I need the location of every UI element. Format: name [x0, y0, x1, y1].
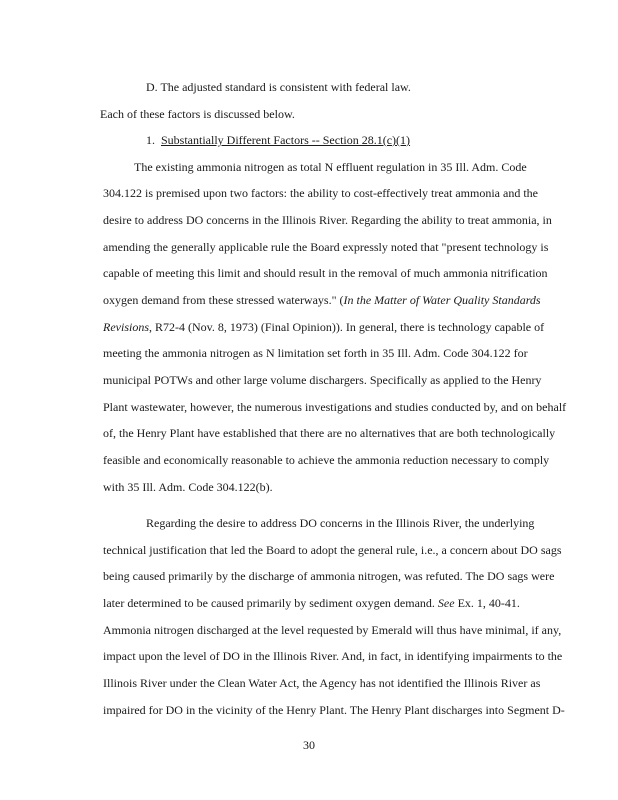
- case-citation-part1: In the Matter of Water Quality Standards: [343, 293, 541, 307]
- p1-line13: with 35 Ill. Adm. Code 304.122(b).: [103, 480, 273, 494]
- p2-line6: impact upon the level of DO in the Illinois River. And, in fact, in identifying impairments to the: [103, 649, 563, 663]
- p1-line10: Plant wastewater, however, the numerous investigations and studies conducted by, and on behalf: [103, 400, 567, 414]
- page-number: 30: [303, 738, 315, 752]
- p1-line3: desire to address DO concerns in the Illinois River. Regarding the ability to treat ammonia, in: [103, 213, 552, 227]
- p1-line2: 304.122 is premised upon two factors: the ability to cost-effectively treat ammonia and the: [103, 186, 538, 200]
- p1-line4: amending the generally applicable rule the Board expressly noted that "present technology is: [103, 240, 549, 254]
- intro-text: Each of these factors is discussed below.: [100, 107, 295, 121]
- case-citation-part2: Revisions: [103, 320, 149, 334]
- p2-line4: [103, 596, 520, 610]
- p1-line6-a: oxygen demand from these stressed waterways." (: [103, 293, 344, 307]
- p1-line8: meeting the ammonia nitrogen as N limitation set forth in 35 Ill. Adm. Code 304.122 for: [103, 346, 528, 360]
- p1-line9: municipal POTWs and other large volume dischargers. Specifically as applied to the Henry: [103, 373, 542, 387]
- p1-line5: capable of meeting this limit and should result in the removal of much ammonia nitrification: [103, 266, 548, 280]
- p2-line7: Illinois River under the Clean Water Act, the Agency has not identified the Illinois River as: [103, 676, 541, 690]
- heading-number: 1.: [146, 133, 155, 147]
- heading-title: Substantially Different Factors -- Section 28.1(c)(1): [161, 133, 411, 147]
- p1-line11: of, the Henry Plant have established that there are no alternatives that are both technologically: [103, 426, 556, 440]
- item-d: D. The adjusted standard is consistent with federal law.: [146, 80, 411, 94]
- p2-line3: being caused primarily by the discharge of ammonia nitrogen, was refuted. The DO sags were: [103, 569, 555, 583]
- p1-line7-b: , R72-4 (Nov. 8, 1973) (Final Opinion)). In general, there is technology capable of: [149, 320, 545, 334]
- p1-line12: feasible and economically reasonable to achieve the ammonia reduction necessary to comply: [103, 453, 550, 467]
- p2-line1: Regarding the desire to address DO concerns in the Illinois River, the underlying: [146, 516, 535, 530]
- p2-line8: impaired for DO in the vicinity of the Henry Plant. The Henry Plant discharges into Segment D-: [103, 703, 565, 717]
- p1-line6: [103, 293, 541, 307]
- p2-line5: Ammonia nitrogen discharged at the level requested by Emerald will thus have minimal, if any,: [103, 623, 562, 637]
- p2-line4-a: later determined to be caused primarily by sediment oxygen demand.: [103, 596, 438, 610]
- p1-line1: The existing ammonia nitrogen as total N effluent regulation in 35 Ill. Adm. Code: [134, 160, 527, 174]
- p2-line4-c: Ex. 1, 40-41.: [454, 596, 520, 610]
- p2-line2: technical justification that led the Board to adopt the general rule, i.e., a concern about DO sags: [103, 543, 562, 557]
- p1-line7: [103, 320, 545, 334]
- section-heading: [146, 133, 618, 147]
- see-signal: See: [437, 596, 455, 610]
